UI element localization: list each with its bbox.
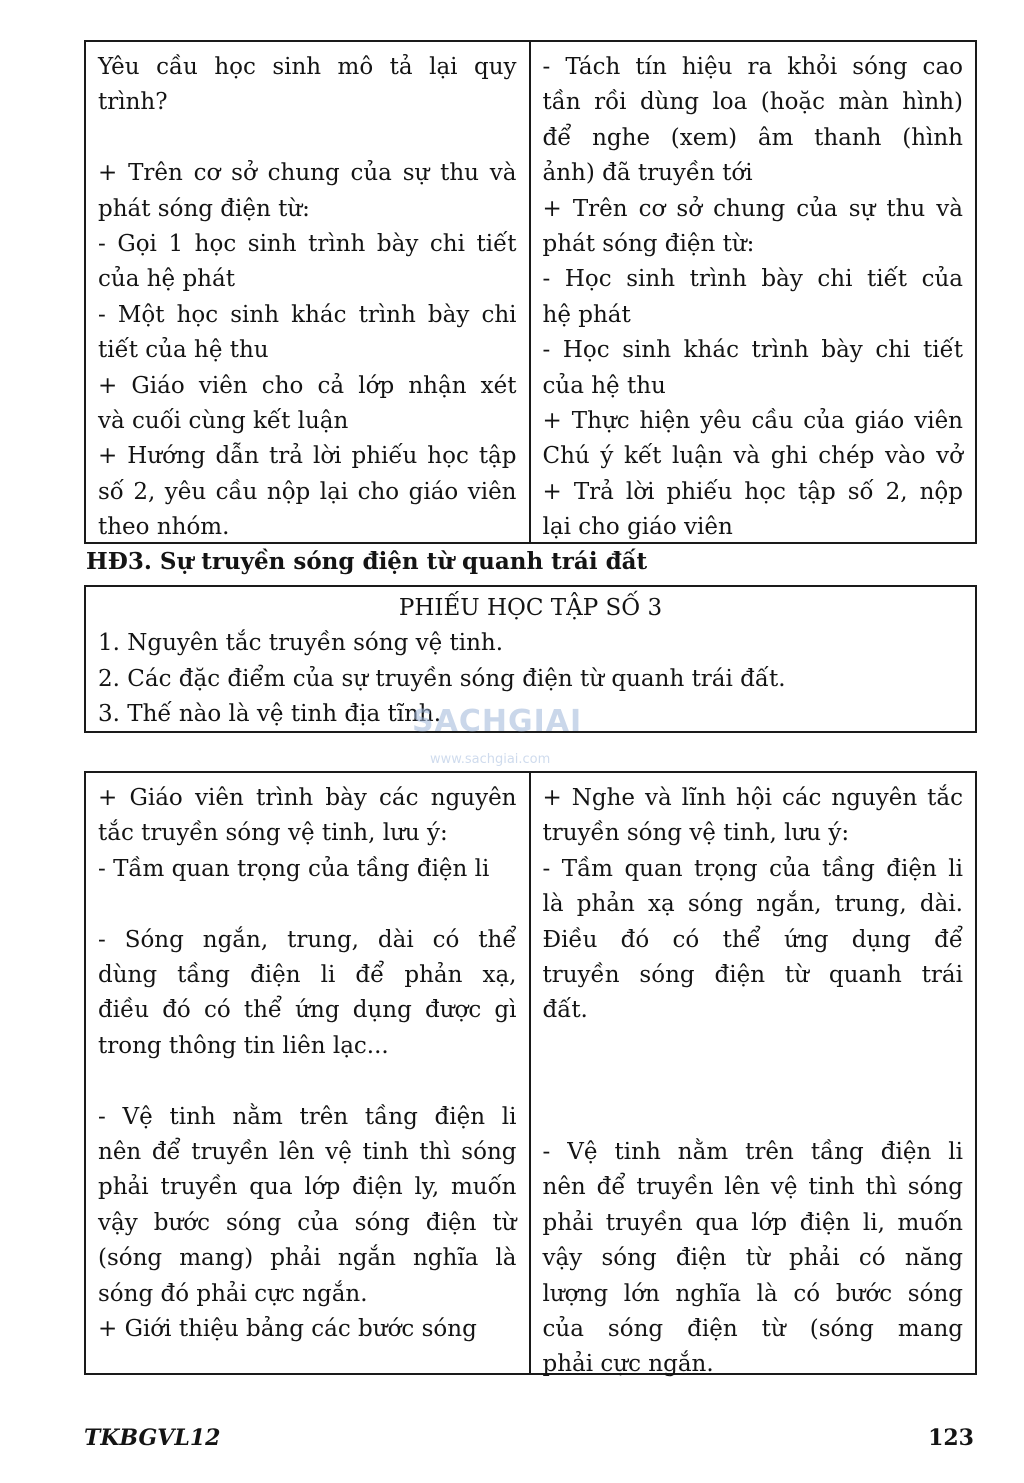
text-line: + Giáo viên cho cả lớp nhận xét	[98, 372, 517, 399]
footer-book-code: TKBGVL12	[84, 1425, 221, 1451]
text-line: dùng tầng điện li để phản xạ,	[98, 962, 517, 989]
text-line: của sóng điện từ (sóng mang	[542, 1316, 963, 1343]
text-line: - Gọi 1 học sinh trình bày chi tiết	[98, 231, 517, 258]
text-line: - Tầm quan trọng của tầng điện li	[542, 855, 963, 882]
text-line: (sóng mang) phải ngắn nghĩa là	[98, 1245, 517, 1272]
text-line: - Vệ tinh nằm trên tầng điện li	[542, 1139, 963, 1166]
text-line: nên để truyền lên vệ tinh thì sóng	[542, 1174, 963, 1201]
text-line: số 2, yêu cầu nộp lại cho giáo viên	[98, 478, 517, 505]
worksheet-item: 3. Thế nào là vệ tinh địa tĩnh.	[98, 701, 442, 728]
text-line: + Giáo viên trình bày các nguyên	[98, 785, 517, 811]
text-line: phải cực ngắn.	[542, 1351, 714, 1378]
text-line: + Giới thiệu bảng các bước sóng	[98, 1316, 477, 1343]
text-line: nên để truyền lên vệ tinh thì sóng	[98, 1139, 517, 1166]
text-line: lượng lớn nghĩa là có bước sóng	[542, 1280, 963, 1307]
text-line: phát sóng điện từ:	[542, 231, 755, 258]
section-heading: HĐ3. Sự truyền sóng điện từ quanh trái đất	[86, 548, 648, 575]
blank-line	[543, 1100, 964, 1135]
text-line: Chú ý kết luận và ghi chép vào vở	[542, 443, 963, 470]
text-line: truyền sóng điện từ quanh trái	[542, 962, 963, 989]
text-line: + Nghe và lĩnh hội các nguyên tắc	[542, 785, 963, 811]
blank-line	[98, 1064, 517, 1099]
text-line: vậy bước sóng của sóng điện từ	[98, 1209, 517, 1236]
text-line: tắc truyền sóng vệ tinh, lưu ý:	[98, 820, 448, 847]
blank-line	[98, 121, 517, 156]
worksheet-title: PHIẾU HỌC TẬP SỐ 3	[398, 595, 663, 621]
text-line: phát sóng điện từ:	[98, 195, 310, 222]
text-line: + Trên cơ sở chung của sự thu và	[98, 160, 517, 187]
text-line: Điều đó có thể ứng dụng để	[542, 926, 963, 953]
text-line: sóng đó phải cực ngắn.	[98, 1280, 368, 1307]
blank-line	[98, 887, 517, 922]
text-line: của hệ thu	[542, 372, 666, 399]
text-line: ảnh) đã truyền tới	[542, 160, 753, 187]
text-line: tiết của hệ thu	[98, 337, 269, 364]
text-line: của hệ phát	[98, 266, 235, 293]
teacher-column	[86, 773, 531, 1373]
text-line: là phản xạ sóng ngắn, trung, dài.	[542, 891, 963, 918]
text-line: phải truyền qua lớp điện li, muốn	[542, 1209, 963, 1236]
text-line: hệ phát	[542, 301, 631, 328]
watermark-brand: SACHGIAI	[412, 704, 583, 739]
text-line: - Một học sinh khác trình bày chi	[98, 301, 517, 328]
worksheet-item: 1. Nguyên tắc truyền sóng vệ tinh.	[98, 630, 504, 657]
text-line: - Vệ tinh nằm trên tầng điện li	[98, 1103, 517, 1130]
activity-table-top	[84, 40, 977, 544]
text-line: + Trả lời phiếu học tập số 2, nộp	[542, 478, 963, 505]
text-line: + Trên cơ sở chung của sự thu và	[542, 195, 963, 222]
text-line: Yêu cầu học sinh mô tả lại quy	[98, 54, 517, 80]
text-line: theo nhóm.	[98, 514, 230, 541]
student-column	[531, 773, 976, 1378]
text-line: + Hướng dẫn trả lời phiếu học tập	[98, 443, 517, 470]
text-line: trình?	[98, 89, 168, 116]
text-line: điều đó có thể ứng dụng được gì	[98, 997, 517, 1024]
text-line: và cuối cùng kết luận	[98, 408, 349, 435]
text-line: truyền sóng vệ tinh, lưu ý:	[542, 820, 850, 847]
page-number: 123	[928, 1425, 974, 1451]
text-line: tần rồi dùng loa (hoặc màn hình)	[542, 89, 963, 116]
worksheet-item: 2. Các đặc điểm của sự truyền sóng điện từ quanh trái đất.	[98, 665, 786, 692]
text-line: trong thông tin liên lạc...	[98, 1032, 389, 1059]
text-line: - Tầm quan trọng của tầng điện li	[98, 855, 490, 882]
text-line: phải truyền qua lớp điện ly, muốn	[98, 1174, 517, 1201]
activity-table-bottom	[84, 771, 977, 1378]
text-line: - Học sinh trình bày chi tiết của	[542, 266, 963, 293]
text-line: vậy sóng điện từ phải có năng	[542, 1245, 963, 1272]
blank-line	[543, 1029, 964, 1064]
watermark-url: www.sachgiai.com	[430, 752, 551, 767]
blank-line	[543, 1064, 964, 1099]
teacher-column	[86, 42, 531, 542]
text-line: + Thực hiện yêu cầu của giáo viên	[542, 408, 963, 435]
student-column	[531, 42, 976, 542]
text-line: - Tách tín hiệu ra khỏi sóng cao	[542, 54, 963, 80]
worksheet-box	[84, 585, 977, 733]
text-line: - Sóng ngắn, trung, dài có thể	[98, 926, 517, 953]
text-line: để nghe (xem) âm thanh (hình	[542, 124, 963, 151]
text-line: đất.	[542, 997, 588, 1024]
text-line: - Học sinh khác trình bày chi tiết	[542, 337, 963, 364]
text-line: lại cho giáo viên	[542, 514, 733, 541]
